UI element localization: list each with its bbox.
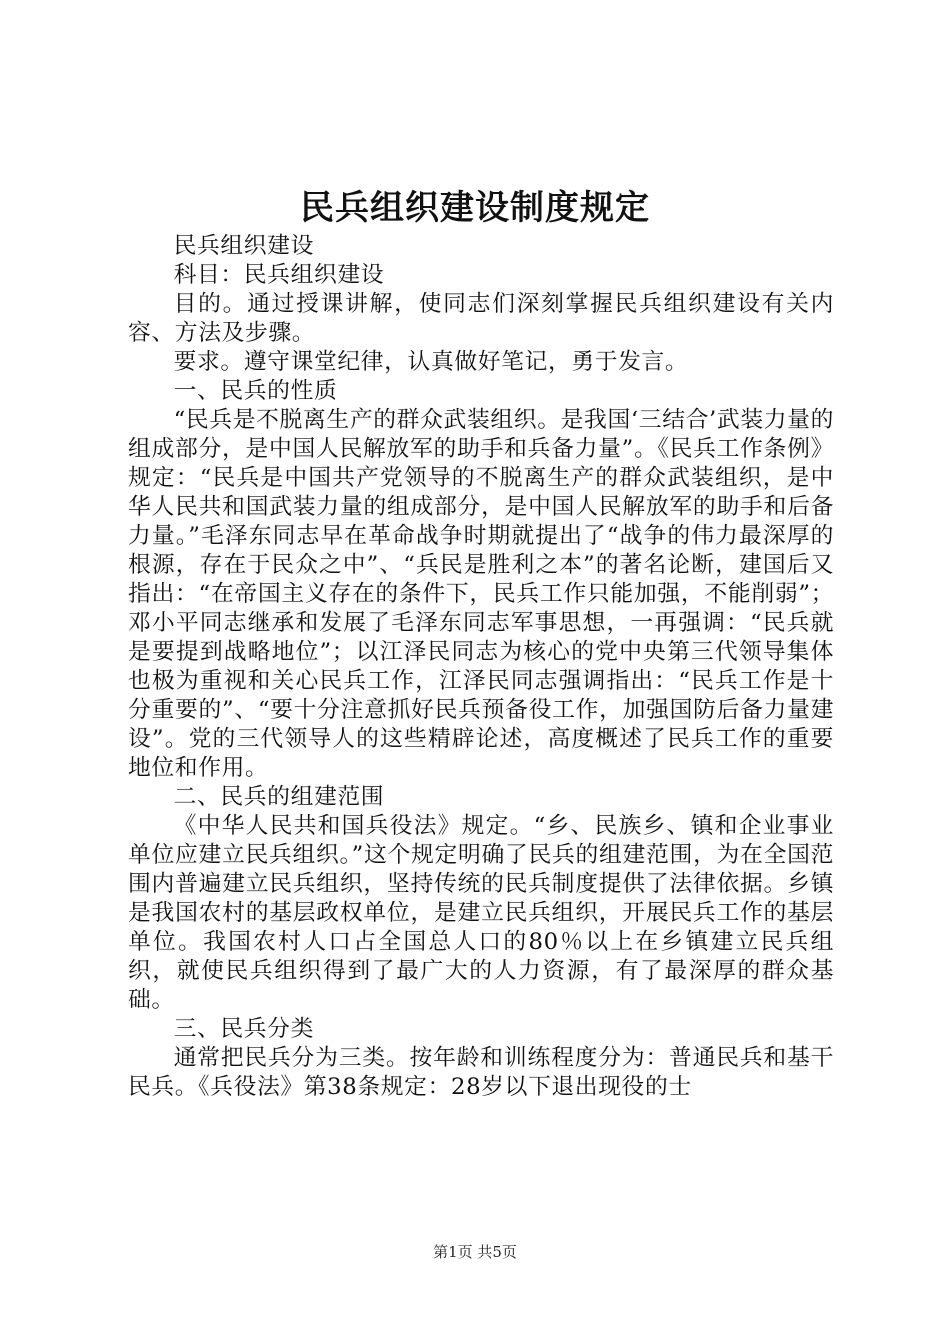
- paragraph-requirements: 要求。遵守课堂纪律，认真做好笔记，勇于发言。: [173, 349, 689, 375]
- paragraph-purpose: 目的。通过授课讲解，使同志们深刻掌握民兵组织建设有关内容、方法及步骤。: [128, 291, 834, 346]
- paragraph-nature: “民兵是不脱离生产的群众武装组织。是我国‘三结合’武装力量的组成部分，是中国人民解放军的助手和兵备力量”。《民兵工作条例》规定：“民兵是中国共产党领导的不脱离生产的群众武装组织，是中华人民共和国武装力量的组成部分，是中国人民解放军的助手和后备力量。”毛泽东同志早在革命战争时期就提出了“战争的伟力最深厚的根源，存在于民众之中”、“兵民是胜利之本”的著名论断，建国后又指出：“在帝国主义存在的条件下，民兵工作只能加强，不能削弱”；邓小平同志继承和发展了毛泽东同志军事思想，一再强调：“民兵就是要提到战略地位”；以江泽民同志为核心的党中央第三代领导集体也极为重视和关心民兵工作，江泽民同志强调指出：“民兵工作是十分重要的”、“要十分注意抓好民兵预备役工作，加强国防后备力量建设”。党的三代领导人的这些精辟论述，高度概述了民兵工作的重要地位和作用。: [128, 407, 834, 781]
- paragraph-scope: 《中华人民共和国兵役法》规定。“乡、民族乡、镇和企业事业单位应建立民兵组织。”这个规定明确了民兵的组建范围，为在全国范围内普遍建立民兵组织，坚持传统的民兵制度提供了法律依据。乡镇是我国农村的基层政权单位，是建立民兵组织，开展民兵工作的基层单位。我国农村人口占全国总人口的80％以上在乡镇建立民兵组织，就使民兵组织得到了最广大的人力资源，有了最深厚的群众基础。: [128, 813, 834, 1013]
- section-heading-classification: 三、民兵分类: [173, 1016, 314, 1042]
- document-body: [128, 232, 834, 1102]
- paragraph-subject-heading: 民兵组织建设: [173, 233, 314, 259]
- section-heading-nature: 一、民兵的性质: [173, 378, 338, 404]
- page-footer: 第1页 共5页: [433, 1243, 517, 1261]
- document-title: 民兵组织建设制度规定: [300, 188, 650, 228]
- paragraph-classification: 通常把民兵分为三类。按年龄和训练程度分为：普通民兵和基干民兵。《兵役法》第38条规定：28岁以下退出现役的士: [128, 1045, 834, 1100]
- section-heading-scope: 二、民兵的组建范围: [173, 784, 385, 810]
- paragraph-subject: 科目：民兵组织建设: [173, 262, 385, 288]
